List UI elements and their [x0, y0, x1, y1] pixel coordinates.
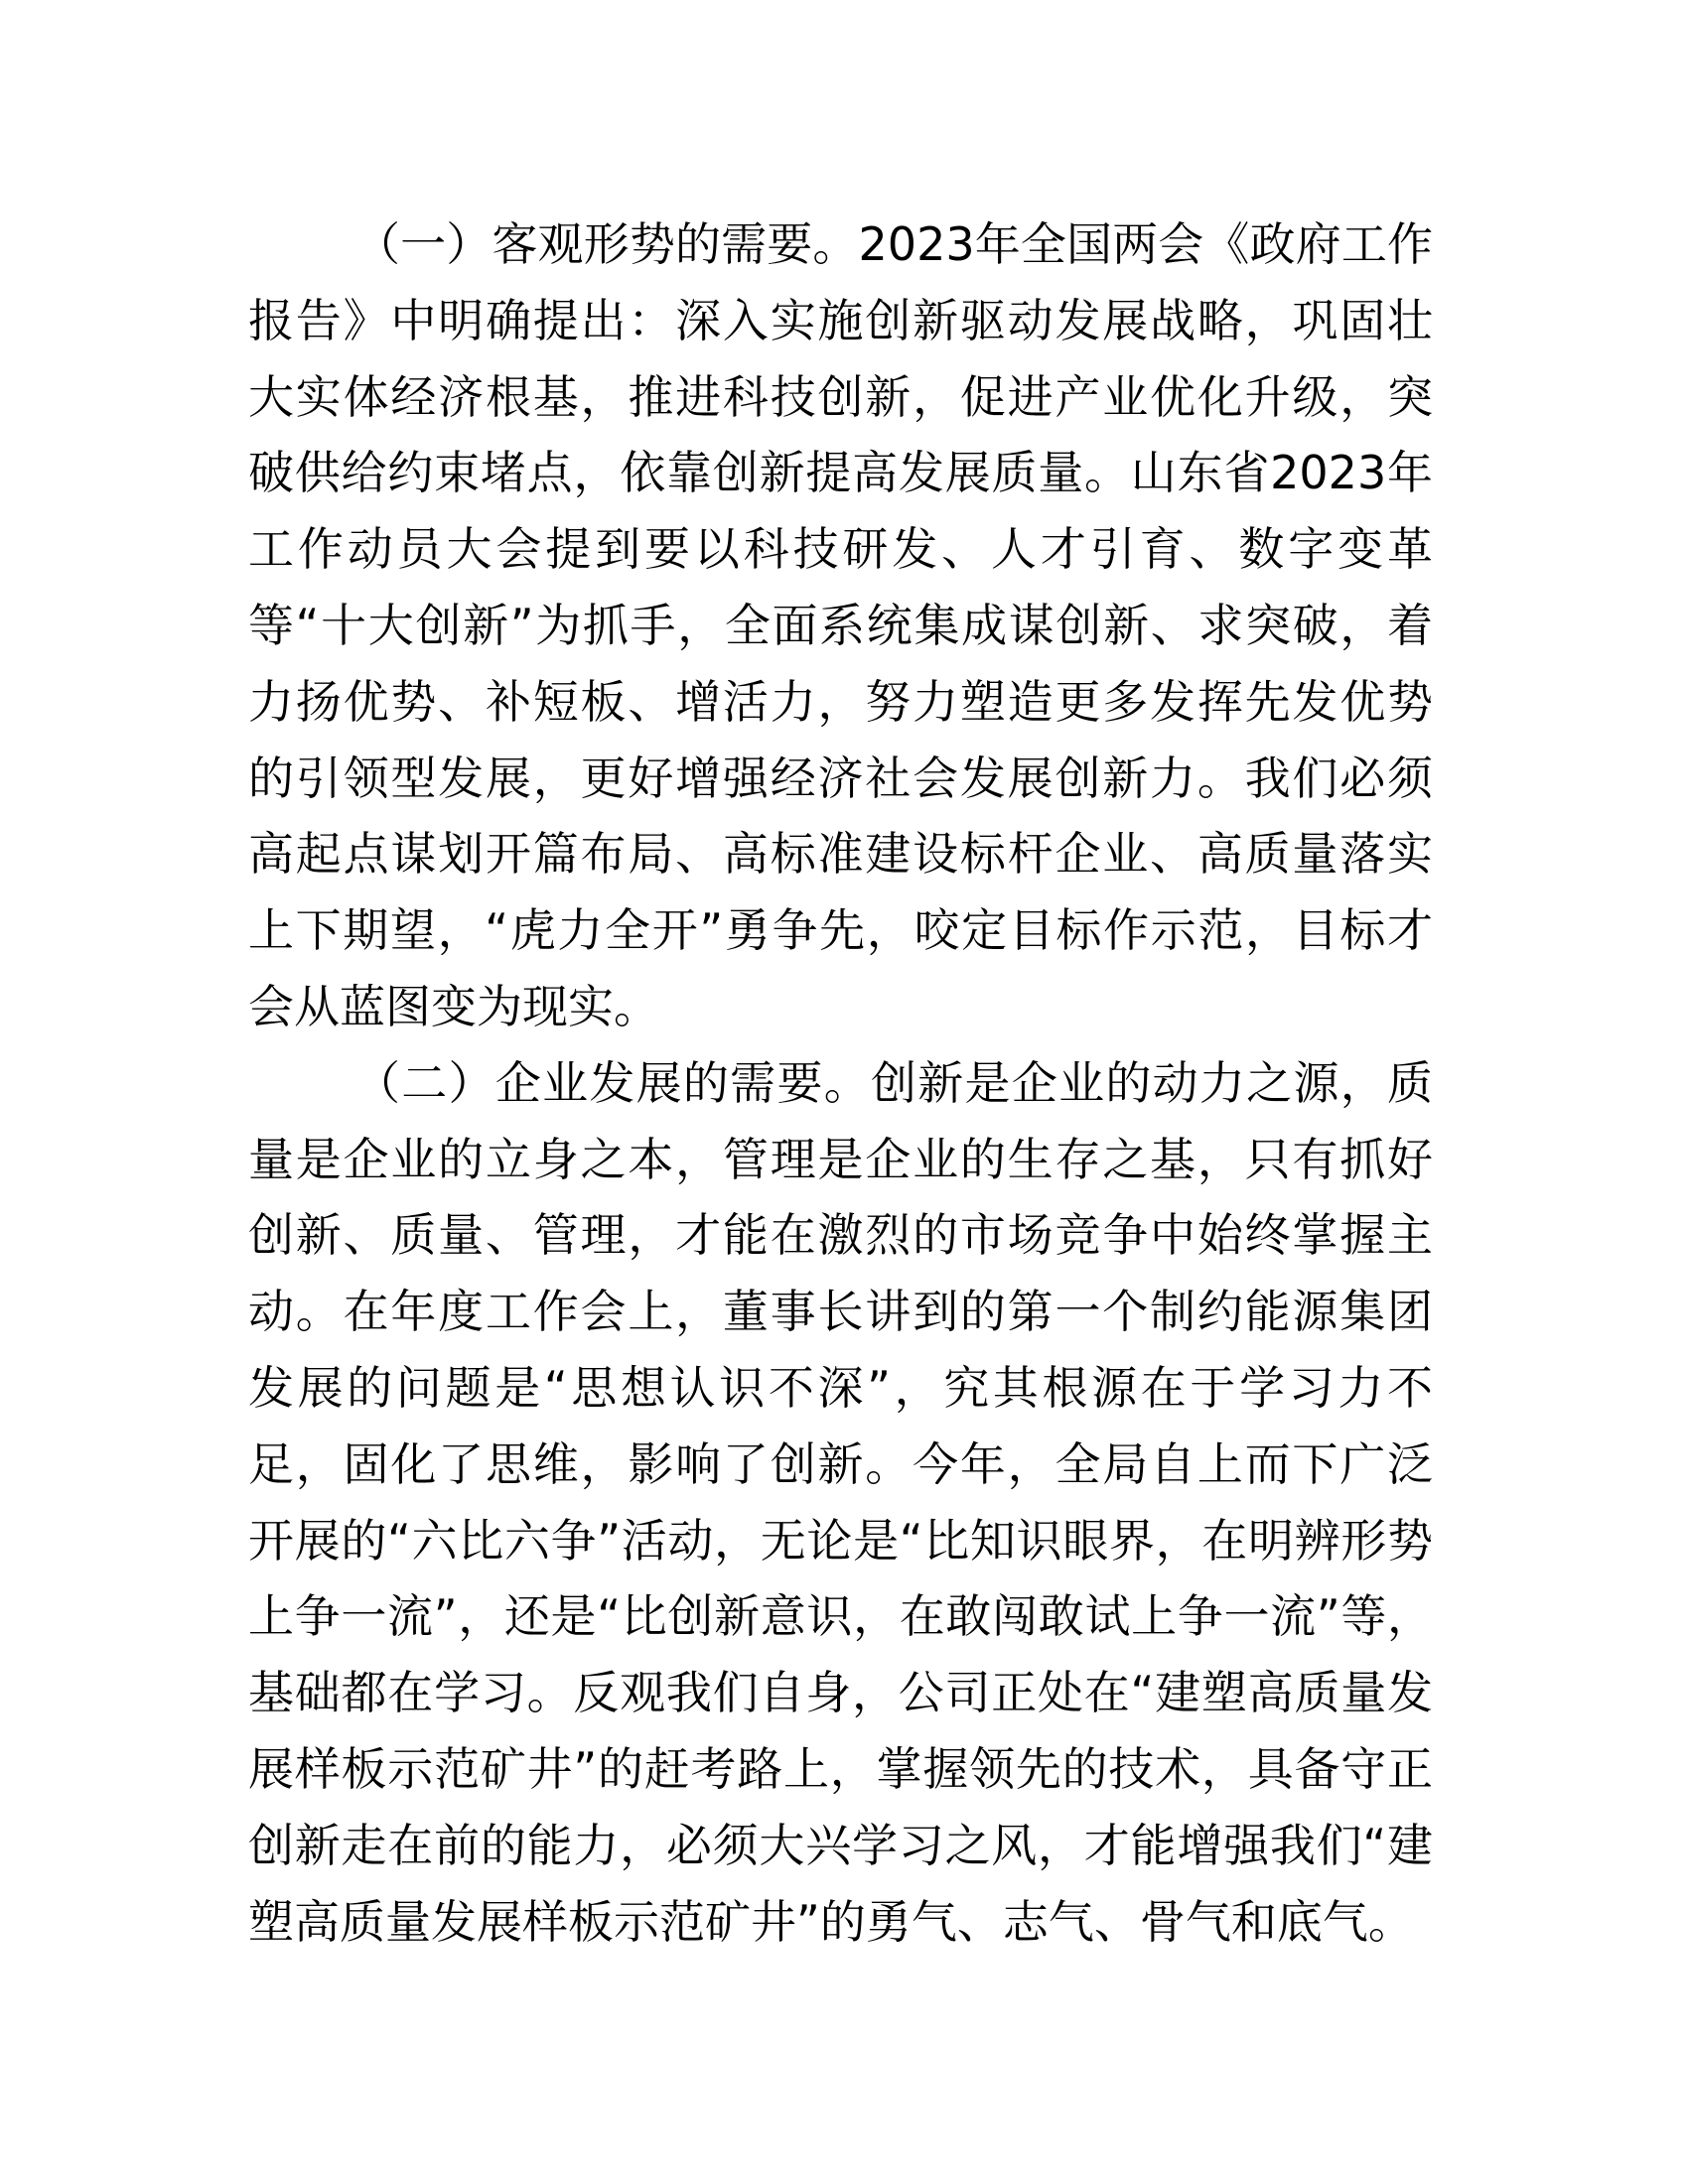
- paragraph-objective-situation: （一）客观形势的需要。2023年全国两会《政府工作报告》中明确提出：深入实施创新驱动发展战略，巩固壮大实体经济根基，推进科技创新，促进产业优化升级，突破供给约束堵点，依靠创新提高发展质量。山东省2023年工作动员大会提到要以科技研发、人才引育、数字变革等“十大创新”为抓手，全面系统集成谋创新、求突破，着力扬优势、补短板、增活力，努力塑造更多发挥先发优势的引领型发展，更好增强经济社会发展创新力。我们必须高起点谋划开篇布局、高标准建设标杆企业、高质量落实上下期望，“虎力全开”勇争先，咬定目标作示范，目标才会从蓝图变为现实。: [248, 217, 1433, 1033]
- document-body: [248, 206, 1433, 1960]
- paragraph-enterprise-development: （二）企业发展的需要。创新是企业的动力之源，质量是企业的立身之本，管理是企业的生存之基，只有抓好创新、质量、管理，才能在激烈的市场竞争中始终掌握主动。在年度工作会上，董事长讲到的第一个制约能源集团发展的问题是“思想认识不深”，究其根源在于学习力不足，固化了思维，影响了创新。今年，全局自上而下广泛开展的“六比六争”活动，无论是“比知识眼界，在明辨形势上争一流”，还是“比创新意识，在敢闯敢试上争一流”等，基础都在学习。反观我们自身，公司正处在“建塑高质量发展样板示范矿井”的赶考路上，掌握领先的技术，具备守正创新走在前的能力，必须大兴学习之风，才能增强我们“建塑高质量发展样板示范矿井”的勇气、志气、骨气和底气。: [248, 1055, 1433, 1949]
